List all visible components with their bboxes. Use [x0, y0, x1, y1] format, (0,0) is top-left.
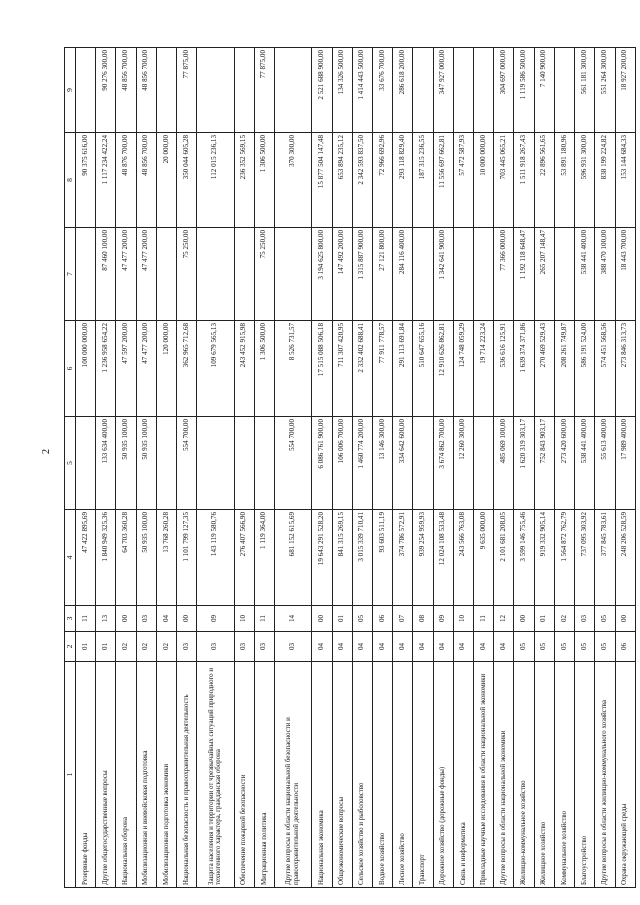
amount-cell: 1 119 364,00 [254, 510, 274, 606]
amount-cell: 17 515 088 506,18 [312, 321, 332, 417]
amount-cell: 1 236 958 654,22 [96, 321, 116, 417]
table-row [156, 48, 176, 888]
table-row [234, 48, 254, 888]
amount-cell: 75 250,00 [254, 228, 274, 321]
amount-cell: 77 911 778,57 [372, 321, 392, 417]
amount-cell: 19 714 223,24 [474, 321, 494, 417]
amount-cell: 13 146 300,00 [372, 417, 392, 510]
amount-cell: 90 276 300,00 [96, 48, 116, 133]
amount-cell: 3 599 146 755,46 [514, 510, 534, 606]
amount-cell: 90 375 616,00 [76, 133, 96, 228]
amount-cell: 1 511 918 267,43 [514, 133, 534, 228]
amount-cell [275, 228, 312, 321]
amount-cell: 112 015 236,13 [197, 133, 234, 228]
section-code: 03 [197, 632, 234, 662]
row-label: Резервные фонды [76, 662, 96, 888]
amount-cell: 2 101 681 208,05 [494, 510, 514, 606]
amount-cell: 291 113 691,84 [393, 321, 413, 417]
subsection-code: 11 [474, 606, 494, 632]
subsection-code: 01 [534, 606, 554, 632]
section-code: 04 [393, 632, 413, 662]
amount-cell: 388 470 100,00 [595, 228, 615, 321]
amount-cell: 208 261 749,87 [554, 321, 574, 417]
table-row [275, 48, 312, 888]
subsection-code: 12 [494, 606, 514, 632]
amount-cell [413, 417, 433, 510]
amount-cell: 47 422 895,69 [76, 510, 96, 606]
table-row [554, 48, 574, 888]
table-row [116, 48, 136, 888]
table-row [413, 48, 433, 888]
amount-cell: 48 856 700,00 [136, 48, 156, 133]
row-label: Защита населения и территории от чрезвычайных ситуаций природного и техногенного характера, гражданская оборона [197, 662, 234, 888]
section-code: 05 [554, 632, 574, 662]
amount-cell: 510 647 655,16 [413, 321, 433, 417]
amount-cell: 13 768 260,28 [156, 510, 176, 606]
amount-cell [156, 48, 176, 133]
table-row [136, 48, 156, 888]
amount-cell: 554 700,00 [275, 417, 312, 510]
amount-cell [474, 48, 494, 133]
subsection-code: 00 [615, 606, 635, 632]
table-row [254, 48, 274, 888]
section-code: 03 [275, 632, 312, 662]
amount-cell: 57 472 587,93 [453, 133, 473, 228]
amount-cell: 27 121 800,00 [372, 228, 392, 321]
amount-cell [234, 48, 254, 133]
amount-cell: 1 315 887 900,00 [352, 228, 372, 321]
amount-cell: 574 451 568,56 [595, 321, 615, 417]
table-row [312, 48, 332, 888]
amount-cell: 18 927 200,00 [615, 48, 635, 133]
section-code: 04 [494, 632, 514, 662]
table-row [96, 48, 116, 888]
amount-cell [474, 228, 494, 321]
subsection-code: 02 [554, 606, 574, 632]
column-header: 6 [65, 321, 76, 417]
row-label: Другие вопросы в области национальной экономики [494, 662, 514, 888]
column-header: 9 [65, 48, 76, 133]
amount-cell: 919 332 905,14 [534, 510, 554, 606]
amount-cell: 711 307 420,95 [332, 321, 352, 417]
amount-cell: 377 845 783,61 [595, 510, 615, 606]
amount-cell [156, 417, 176, 510]
row-label: Другие вопросы в области жилищно-коммунального хозяйства [595, 662, 615, 888]
amount-cell: 1 192 118 648,47 [514, 228, 534, 321]
amount-cell: 304 697 000,00 [494, 48, 514, 133]
amount-cell: 362 965 712,68 [177, 321, 197, 417]
row-label: Национальная экономика [312, 662, 332, 888]
amount-cell: 276 407 566,90 [234, 510, 254, 606]
amount-cell: 19 643 291 528,20 [312, 510, 332, 606]
amount-cell: 841 315 269,15 [332, 510, 352, 606]
amount-cell [76, 48, 96, 133]
amount-cell [76, 228, 96, 321]
amount-cell: 737 095 303,92 [575, 510, 595, 606]
amount-cell: 370 300,00 [275, 133, 312, 228]
amount-cell: 134 326 500,00 [332, 48, 352, 133]
section-code: 02 [136, 632, 156, 662]
table-row [595, 48, 615, 888]
page-number: 2 [41, 449, 52, 454]
amount-cell: 100 000 000,00 [76, 321, 96, 417]
amount-cell: 551 264 300,00 [595, 48, 615, 133]
amount-cell: 681 152 615,69 [275, 510, 312, 606]
amount-cell: 286 618 200,00 [393, 48, 413, 133]
amount-cell: 147 492 200,00 [332, 228, 352, 321]
amount-cell: 1 460 774 200,00 [352, 417, 372, 510]
amount-cell: 9 635 000,00 [474, 510, 494, 606]
amount-cell: 64 703 360,28 [116, 510, 136, 606]
row-label: Коммунальное хозяйство [554, 662, 574, 888]
section-code: 06 [615, 632, 635, 662]
amount-cell: 248 206 528,59 [615, 510, 635, 606]
amount-cell: 3 194 625 800,00 [312, 228, 332, 321]
amount-cell: 1 342 641 900,00 [433, 228, 453, 321]
amount-cell: 120 000,00 [156, 321, 176, 417]
amount-cell: 270 469 529,43 [534, 321, 554, 417]
table-row [177, 48, 197, 888]
amount-cell: 334 642 600,00 [393, 417, 413, 510]
amount-cell [234, 228, 254, 321]
amount-cell: 374 786 572,91 [393, 510, 413, 606]
amount-cell: 187 315 236,55 [413, 133, 433, 228]
table-row [615, 48, 635, 888]
amount-cell [554, 228, 574, 321]
amount-cell: 243 452 915,98 [234, 321, 254, 417]
table-row [352, 48, 372, 888]
subsection-code: 10 [453, 606, 473, 632]
amount-cell: 106 006 700,00 [332, 417, 352, 510]
amount-cell: 47 477 200,00 [116, 228, 136, 321]
amount-cell: 17 989 400,00 [615, 417, 635, 510]
amount-cell: 143 119 580,76 [197, 510, 234, 606]
row-label: Национальная безопасность и правоохранительная деятельность [177, 662, 197, 888]
amount-cell: 93 603 511,19 [372, 510, 392, 606]
section-code: 04 [413, 632, 433, 662]
row-label: Жилищное хозяйство [534, 662, 554, 888]
row-label: Жилищно-коммунальное хозяйство [514, 662, 534, 888]
amount-cell: 48 876 700,00 [116, 133, 136, 228]
section-code: 04 [352, 632, 372, 662]
column-header: 2 [65, 632, 76, 662]
row-label: Прикладные научные исследования в области национальной экономики [474, 662, 494, 888]
amount-cell: 50 935 100,00 [116, 417, 136, 510]
row-label: Лесное хозяйство [393, 662, 413, 888]
column-header: 3 [65, 606, 76, 632]
amount-cell: 1 840 949 325,36 [96, 510, 116, 606]
amount-cell: 1 101 799 127,35 [177, 510, 197, 606]
amount-cell: 1 306 500,00 [254, 321, 274, 417]
rotated-page [64, 48, 636, 888]
amount-cell: 1 117 234 422,24 [96, 133, 116, 228]
amount-cell [453, 48, 473, 133]
subsection-code: 00 [312, 606, 332, 632]
subsection-code: 03 [575, 606, 595, 632]
table-row [514, 48, 534, 888]
amount-cell: 10 000 000,00 [474, 133, 494, 228]
section-code: 02 [156, 632, 176, 662]
row-label: Сельское хозяйство и рыболовство [352, 662, 372, 888]
amount-cell: 273 420 600,00 [554, 417, 574, 510]
subsection-code: 14 [275, 606, 312, 632]
row-label: Другие общегосударственные вопросы [96, 662, 116, 888]
amount-cell: 554 700,00 [177, 417, 197, 510]
subsection-code: 05 [352, 606, 372, 632]
amount-cell: 347 927 000,00 [433, 48, 453, 133]
section-code: 04 [332, 632, 352, 662]
subsection-code: 11 [254, 606, 274, 632]
amount-cell: 939 254 959,93 [413, 510, 433, 606]
amount-cell [453, 228, 473, 321]
row-label: Благоустройство [575, 662, 595, 888]
section-code: 04 [433, 632, 453, 662]
amount-cell: 15 877 504 147,48 [312, 133, 332, 228]
amount-cell: 124 748 059,29 [453, 321, 473, 417]
amount-cell: 11 556 697 662,81 [433, 133, 453, 228]
row-label: Другие вопросы в области национальной безопасности и правоохранительной деятельности [275, 662, 312, 888]
column-header: 1 [65, 662, 76, 888]
amount-cell: 538 441 400,00 [575, 417, 595, 510]
amount-cell: 536 616 125,91 [494, 321, 514, 417]
subsection-code: 11 [76, 606, 96, 632]
subsection-code: 13 [96, 606, 116, 632]
row-label: Национальная оборона [116, 662, 136, 888]
section-code: 05 [575, 632, 595, 662]
subsection-code: 04 [156, 606, 176, 632]
amount-cell: 50 935 100,00 [136, 510, 156, 606]
amount-cell: 586 191 524,00 [575, 321, 595, 417]
amount-cell: 2 332 402 688,41 [352, 321, 372, 417]
column-header: 7 [65, 228, 76, 321]
amount-cell [413, 228, 433, 321]
amount-cell: 243 566 763,08 [453, 510, 473, 606]
amount-cell: 20 000,00 [156, 133, 176, 228]
row-label: Мобилизационная и вневойсковая подготовка [136, 662, 156, 888]
amount-cell: 284 116 400,00 [393, 228, 413, 321]
amount-cell: 50 935 100,00 [136, 417, 156, 510]
subsection-code: 01 [332, 606, 352, 632]
row-label: Миграционная политика [254, 662, 274, 888]
row-label: Водное хозяйство [372, 662, 392, 888]
amount-cell: 47 597 200,00 [116, 321, 136, 417]
amount-cell: 703 445 065,21 [494, 133, 514, 228]
amount-cell [554, 48, 574, 133]
section-code: 04 [312, 632, 332, 662]
amount-cell: 1 414 443 500,00 [352, 48, 372, 133]
subsection-code: 09 [433, 606, 453, 632]
amount-cell: 1 119 586 500,00 [514, 48, 534, 133]
amount-cell: 77 875,00 [177, 48, 197, 133]
row-label: Охрана окружающей среды [615, 662, 635, 888]
amount-cell [197, 48, 234, 133]
header-row [65, 48, 76, 888]
amount-cell: 1 620 319 303,17 [514, 417, 534, 510]
amount-cell: 273 846 313,73 [615, 321, 635, 417]
subsection-code: 09 [197, 606, 234, 632]
subsection-code: 00 [514, 606, 534, 632]
amount-cell: 653 894 235,12 [332, 133, 352, 228]
amount-cell: 109 679 565,13 [197, 321, 234, 417]
row-label: Мобилизационная подготовка экономики [156, 662, 176, 888]
amount-cell: 12 910 626 862,81 [433, 321, 453, 417]
amount-cell: 77 366 000,00 [494, 228, 514, 321]
amount-cell: 293 118 829,40 [393, 133, 413, 228]
amount-cell: 6 086 761 900,00 [312, 417, 332, 510]
subsection-code: 00 [116, 606, 136, 632]
amount-cell [156, 228, 176, 321]
amount-cell: 72 966 692,96 [372, 133, 392, 228]
section-code: 01 [96, 632, 116, 662]
amount-cell: 18 443 700,00 [615, 228, 635, 321]
amount-cell: 47 477 200,00 [136, 321, 156, 417]
table-row [332, 48, 352, 888]
amount-cell: 596 931 300,00 [575, 133, 595, 228]
amount-cell: 12 260 300,00 [453, 417, 473, 510]
amount-cell: 47 477 200,00 [136, 228, 156, 321]
subsection-code: 08 [413, 606, 433, 632]
amount-cell: 133 634 400,00 [96, 417, 116, 510]
section-code: 05 [514, 632, 534, 662]
table-row [575, 48, 595, 888]
amount-cell: 2 342 593 837,50 [352, 133, 372, 228]
table-row [433, 48, 453, 888]
amount-cell: 485 069 100,00 [494, 417, 514, 510]
section-code: 03 [234, 632, 254, 662]
row-label: Дорожное хозяйство (дорожные фонды) [433, 662, 453, 888]
section-code: 01 [76, 632, 96, 662]
amount-cell: 838 199 224,82 [595, 133, 615, 228]
amount-cell: 561 181 300,00 [575, 48, 595, 133]
amount-cell [197, 417, 234, 510]
amount-cell [234, 417, 254, 510]
amount-cell [474, 417, 494, 510]
amount-cell: 33 676 700,00 [372, 48, 392, 133]
amount-cell: 236 352 569,15 [234, 133, 254, 228]
column-header: 8 [65, 133, 76, 228]
subsection-code: 06 [372, 606, 392, 632]
amount-cell: 2 521 688 900,00 [312, 48, 332, 133]
section-code: 04 [474, 632, 494, 662]
section-code: 03 [254, 632, 274, 662]
row-label: Общеэкономические вопросы [332, 662, 352, 888]
amount-cell: 55 613 400,00 [595, 417, 615, 510]
column-header: 5 [65, 417, 76, 510]
amount-cell: 3 674 862 700,00 [433, 417, 453, 510]
row-label: Транспорт [413, 662, 433, 888]
amount-cell: 48 856 700,00 [136, 133, 156, 228]
budget-table [64, 47, 636, 888]
amount-cell: 8 526 731,57 [275, 321, 312, 417]
table-row [474, 48, 494, 888]
amount-cell: 77 875,00 [254, 48, 274, 133]
table-row [453, 48, 473, 888]
table-row [197, 48, 234, 888]
section-code: 03 [177, 632, 197, 662]
amount-cell: 12 024 108 533,48 [433, 510, 453, 606]
table-row [534, 48, 554, 888]
amount-cell [413, 48, 433, 133]
amount-cell: 752 843 903,17 [534, 417, 554, 510]
subsection-code: 03 [136, 606, 156, 632]
amount-cell [275, 48, 312, 133]
amount-cell: 265 207 148,47 [534, 228, 554, 321]
subsection-code: 07 [393, 606, 413, 632]
section-code: 04 [372, 632, 392, 662]
amount-cell [197, 228, 234, 321]
amount-cell: 3 015 339 710,41 [352, 510, 372, 606]
section-code: 04 [453, 632, 473, 662]
row-label: Обеспечение пожарной безопасности [234, 662, 254, 888]
amount-cell: 75 250,00 [177, 228, 197, 321]
table-row [372, 48, 392, 888]
column-header: 4 [65, 510, 76, 606]
subsection-code: 00 [177, 606, 197, 632]
amount-cell: 538 441 400,00 [575, 228, 595, 321]
table-row [494, 48, 514, 888]
amount-cell: 350 044 605,28 [177, 133, 197, 228]
row-label: Связь и информатика [453, 662, 473, 888]
subsection-code: 05 [595, 606, 615, 632]
amount-cell: 153 144 684,33 [615, 133, 635, 228]
amount-cell: 1 564 872 762,79 [554, 510, 574, 606]
section-code: 05 [534, 632, 554, 662]
amount-cell: 7 140 900,00 [534, 48, 554, 133]
amount-cell: 1 639 374 371,86 [514, 321, 534, 417]
amount-cell [254, 417, 274, 510]
table-row [76, 48, 96, 888]
amount-cell [76, 417, 96, 510]
amount-cell: 53 891 180,96 [554, 133, 574, 228]
section-code: 02 [116, 632, 136, 662]
subsection-code: 10 [234, 606, 254, 632]
section-code: 05 [595, 632, 615, 662]
table-row [393, 48, 413, 888]
amount-cell: 22 896 561,65 [534, 133, 554, 228]
amount-cell: 1 306 500,00 [254, 133, 274, 228]
amount-cell: 48 856 700,00 [116, 48, 136, 133]
amount-cell: 87 460 100,00 [96, 228, 116, 321]
